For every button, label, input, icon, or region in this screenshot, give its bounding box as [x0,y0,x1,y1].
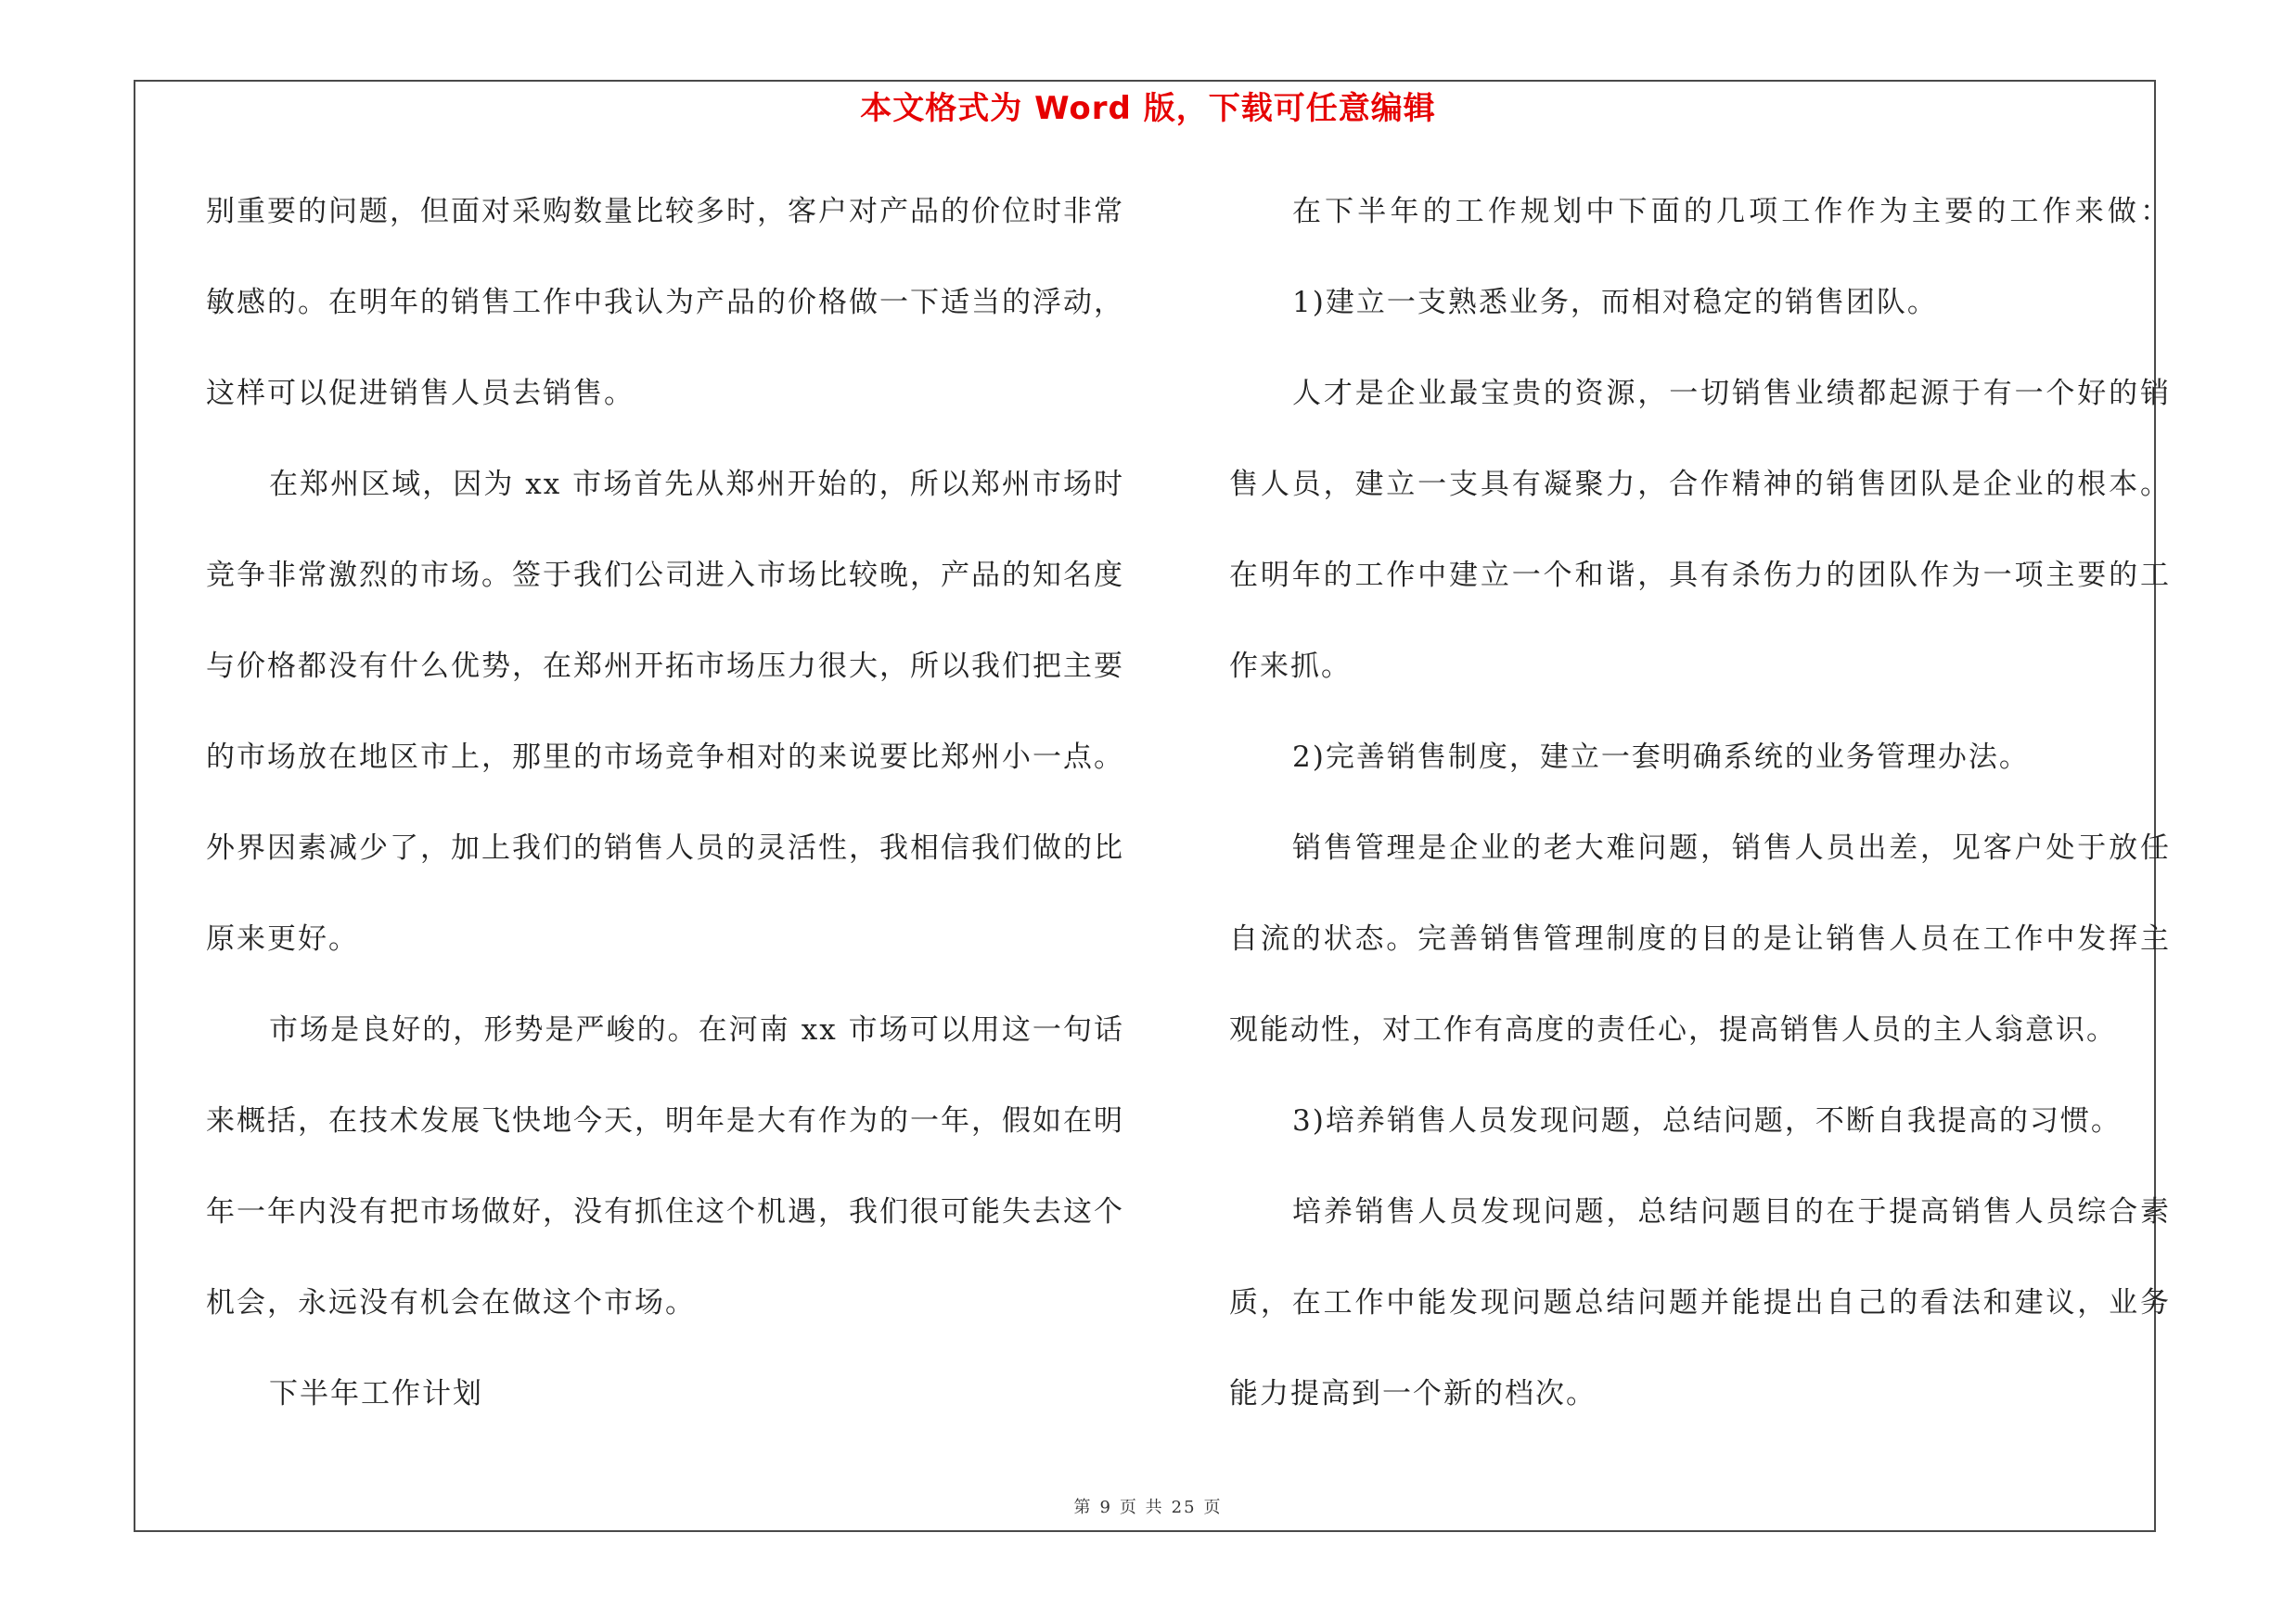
text-line: 别重要的问题，但面对采购数量比较多时，客户对产品的价位时非常 [206,195,1124,228]
text-line: 2)完善销售制度，建立一套明确系统的业务管理办法。 [1292,741,2030,774]
text-line: 市场是良好的，形势是严峻的。在河南 xx 市场可以用这一句话 [269,1013,1124,1047]
text-line: 竞争非常激烈的市场。签于我们公司进入市场比较晚，产品的知名度 [206,559,1124,592]
text-line: 这样可以促进销售人员去销售。 [206,377,635,410]
text-line: 与价格都没有什么优势，在郑州开拓市场压力很大，所以我们把主要 [206,650,1124,683]
text-line: 在下半年的工作规划中下面的几项工作作为主要的工作来做： [1292,195,2171,228]
document-banner: 本文格式为 Word 版，下载可任意编辑 [860,90,1436,127]
footer-prefix: 第 [1073,1498,1093,1517]
text-line: 机会，永远没有机会在做这个市场。 [206,1286,696,1320]
text-line: 3)培养销售人员发现问题，总结问题，不断自我提高的习惯。 [1292,1104,2122,1138]
text-line: 质，在工作中能发现问题总结问题并能提出自己的看法和建议，业务 [1229,1286,2171,1320]
text-line: 原来更好。 [206,922,359,956]
text-line: 人才是企业最宝贵的资源，一切销售业绩都起源于有一个好的销 [1292,377,2171,410]
text-line: 销售管理是企业的老大难问题，销售人员出差，见客户处于放任 [1292,831,2171,865]
footer-current-page: 9 [1099,1498,1112,1517]
text-line: 外界因素减少了，加上我们的销售人员的灵活性，我相信我们做的比 [206,831,1124,865]
text-line: 在郑州区域，因为 xx 市场首先从郑州开始的，所以郑州市场时 [269,468,1124,501]
footer-total-pages: 25 [1171,1498,1197,1517]
text-line: 来概括，在技术发展飞快地今天，明年是大有作为的一年，假如在明 [206,1104,1124,1138]
text-line: 年一年内没有把市场做好，没有抓住这个机遇，我们很可能失去这个 [206,1195,1124,1229]
footer-middle: 页 共 [1119,1498,1164,1517]
text-line: 敏感的。在明年的销售工作中我认为产品的价格做一下适当的浮动， [206,286,1124,319]
text-line: 能力提高到一个新的档次。 [1229,1377,1597,1410]
footer-suffix: 页 [1203,1498,1223,1517]
text-line: 自流的状态。完善销售管理制度的目的是让销售人员在工作中发挥主 [1229,922,2171,956]
text-line: 培养销售人员发现问题，总结问题目的在于提高销售人员综合素 [1292,1195,2171,1229]
text-line: 下半年工作计划 [269,1377,483,1410]
text-line: 作来抓。 [1229,650,1352,683]
page-footer [0,1494,2296,1518]
right-text-column [1229,184,2171,1457]
text-line: 在明年的工作中建立一个和谐，具有杀伤力的团队作为一项主要的工 [1229,559,2171,592]
left-text-column [206,184,1124,1457]
text-line: 观能动性，对工作有高度的责任心，提高销售人员的主人翁意识。 [1229,1013,2117,1047]
text-line: 1)建立一支熟悉业务，而相对稳定的销售团队。 [1292,286,1938,319]
text-line: 售人员，建立一支具有凝聚力，合作精神的销售团队是企业的根本。 [1229,468,2171,501]
text-line: 的市场放在地区市上，那里的市场竞争相对的来说要比郑州小一点。 [206,741,1124,774]
